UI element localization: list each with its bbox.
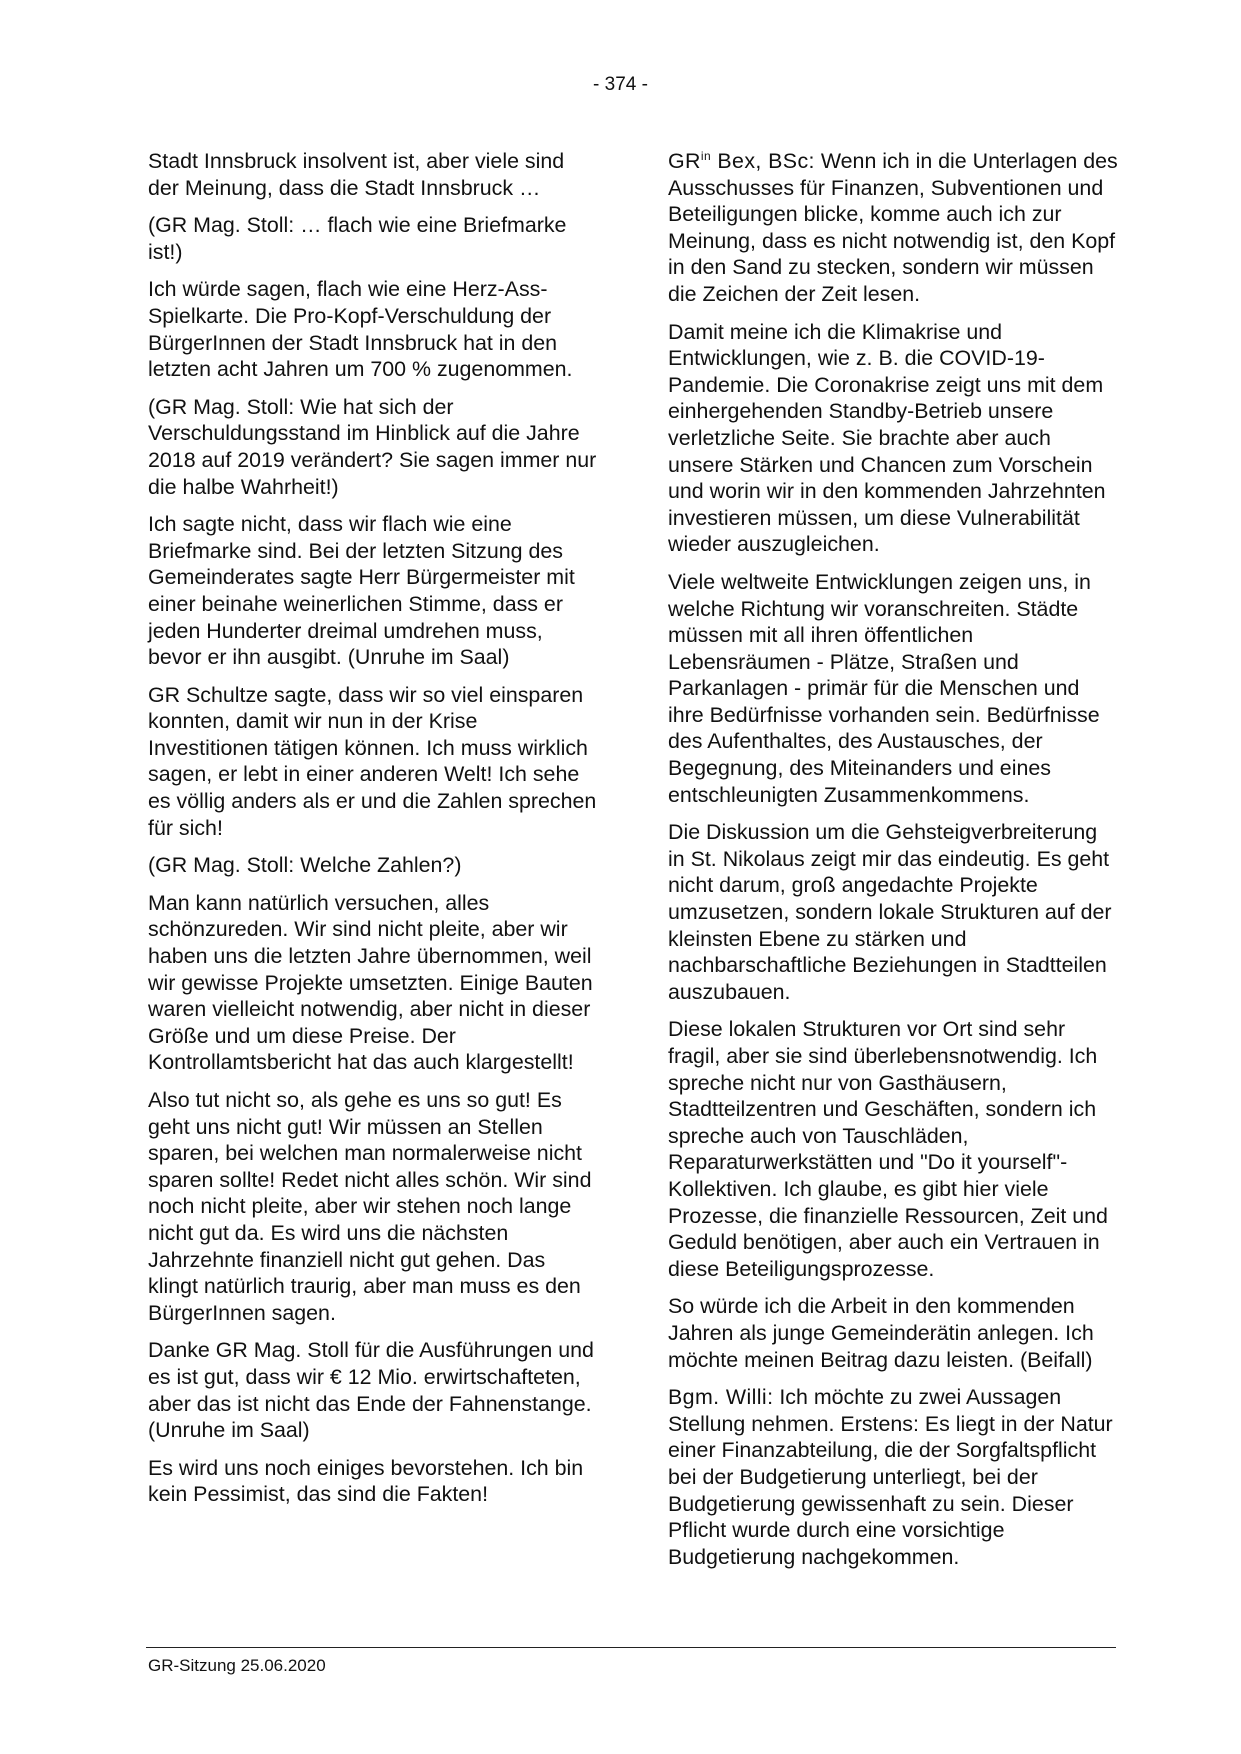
speech-willi [668, 1384, 1118, 1570]
footer-divider [146, 1647, 1116, 1648]
speaker-name [668, 149, 815, 173]
speaker-name: Bgm. Willi: [668, 1385, 774, 1410]
paragraph: Man kann natürlich versuchen, alles schönzureden. Wir sind nicht pleite, aber wir haben uns die letzten Jahre übernommen, weil wir gewisse Projekte umsetzten. Einige Bauten waren vielleicht notwendig, aber nicht in dieser Größe und um diese Preise. Der Kontrollamtsbericht hat das auch klargestellt! [148, 890, 593, 1075]
paragraph: Stadt Innsbruck insolvent ist, aber viele sind der Meinung, dass die Stadt Innsbruck … [148, 149, 565, 200]
paragraph: (GR Mag. Stoll: Wie hat sich der Verschuldungsstand im Hinblick auf die Jahre 2018 auf 2019 verändert? Sie sagen immer nur die halbe Wahrheit!) [148, 394, 597, 499]
footer-session-date: GR-Sitzung 25.06.2020 [148, 1656, 326, 1675]
right-column [668, 148, 1118, 1581]
paragraph: Viele weltweite Entwicklungen zeigen uns, in welche Richtung wir voranschreiten. Städte müssen mit all ihren öffentlichen Lebensräumen - Plätze, Straßen und Parkanlagen - primär für die Menschen und ihre Bedürfnisse vorhanden sein. Bedürfnisse des Aufenthaltes, des Austausches, der Begegnung, des Miteinanders und eines entschleunigten Zusammenkommens. [668, 569, 1100, 807]
paragraph: Also tut nicht so, als gehe es uns so gut! Es geht uns nicht gut! Wir müssen an Stellen sparen, bei welchen man normalerweise nicht sparen sollte! Redet nicht alles schön. Wir sind noch nicht pleite, aber wir stehen noch lange nicht gut da. Es wird uns die nächsten Jahrzehnte finanziell nicht gut gehen. Das klingt natürlich traurig, aber man muss es den BürgerInnen sagen. [148, 1088, 592, 1325]
paragraph: (GR Mag. Stoll: … flach wie eine Briefmarke ist!) [148, 213, 567, 264]
paragraph: Die Diskussion um die Gehsteigverbreiterung in St. Nikolaus zeigt mir das eindeutig. Es geht nicht darum, groß angedachte Projekte umzusetzen, sondern lokale Strukturen auf der kleinsten Ebene zu stärken und nachbarschaftliche Beziehungen in Stadtteilen auszubauen. [668, 820, 1112, 1004]
paragraph: (GR Mag. Stoll: Welche Zahlen?) [148, 853, 462, 878]
paragraph: So würde ich die Arbeit in den kommenden Jahren als junge Gemeinderätin anlegen. Ich möchte meinen Beitrag dazu leisten. (Beifall) [668, 1294, 1094, 1372]
paragraph: Es wird uns noch einiges bevorstehen. Ich bin kein Pessimist, das sind die Fakten! [148, 1455, 584, 1507]
left-column [148, 148, 598, 1519]
speech-bex [668, 148, 1118, 308]
speech-text: Wenn ich in die Unterlagen des Ausschusses für Finanzen, Subventionen und Beteiligungen blicke, komme auch ich zur Meinung, dass es nicht notwendig ist, den Kopf in den Sand zu stecken, sondern wir müssen die Zeichen der Zeit lesen. [668, 149, 1118, 306]
paragraph: Ich würde sagen, flach wie eine Herz-Ass-Spielkarte. Die Pro-Kopf-Verschuldung der BürgerInnen der Stadt Innsbruck hat in den letzten acht Jahren um 700 % zugenommen. [148, 277, 573, 382]
paragraph: Diese lokalen Strukturen vor Ort sind sehr fragil, aber sie sind überlebensnotwendig. Ich spreche nicht nur von Gasthäusern, Stadtteilzentren und Geschäften, sondern ich spreche auch von Tauschläden, Reparaturwerkstätten und "Do it yourself"-Kollektiven. Ich glaube, es gibt hier viele Prozesse, die finanzielle Ressourcen, Zeit und Geduld benötigen, aber auch ein Vertrauen in diese Beteiligungsprozesse. [668, 1017, 1108, 1281]
paragraph: GR Schultze sagte, dass wir so viel einsparen konnten, damit wir nun in der Krise Investitionen tätigen können. Ich muss wirklich sagen, er lebt in einer anderen Welt! Ich sehe es völlig anders als er und die Zahlen sprechen für sich! [148, 682, 597, 840]
speech-text: Ich möchte zu zwei Aussagen Stellung nehmen. Erstens: Es liegt in der Natur einer Finanzabteilung, die der Sorgfaltspflicht bei der Budgetierung unterliegt, bei der Budgetierung gewissenhaft zu sein. Dieser Pflicht wurde durch eine vorsichtige Budgetierung nachgekommen. [668, 1385, 1113, 1569]
speaker-title: GR [668, 149, 701, 173]
speaker-title-suffix: in [700, 148, 712, 163]
page-number: - 374 - [593, 74, 648, 95]
paragraph: Damit meine ich die Klimakrise und Entwicklungen, wie z. B. die COVID-19-Pandemie. Die Coronakrise zeigt uns mit dem einhergehenden Standby-Betrieb unsere verletzliche Seite. Sie brachte aber auch unsere Stärken und Chancen zum Vorschein und worin wir in den kommenden Jahrzehnten investieren müssen, um diese Vulnerabilität wieder auszugleichen. [668, 319, 1106, 557]
paragraph: Danke GR Mag. Stoll für die Ausführungen und es ist gut, dass wir € 12 Mio. erwirtschafteten, aber das ist nicht das Ende der Fahnenstange. (Unruhe im Saal) [148, 1338, 594, 1443]
paragraph: Ich sagte nicht, dass wir flach wie eine Briefmarke sind. Bei der letzten Sitzung des Gemeinderates sagte Herr Bürgermeister mit einer beinahe weinerlichen Stimme, dass er jeden Hunderter dreimal umdrehen muss, bevor er ihn ausgibt. (Unruhe im Saal) [148, 512, 575, 670]
speaker-surname: Bex, BSc: [711, 149, 815, 173]
